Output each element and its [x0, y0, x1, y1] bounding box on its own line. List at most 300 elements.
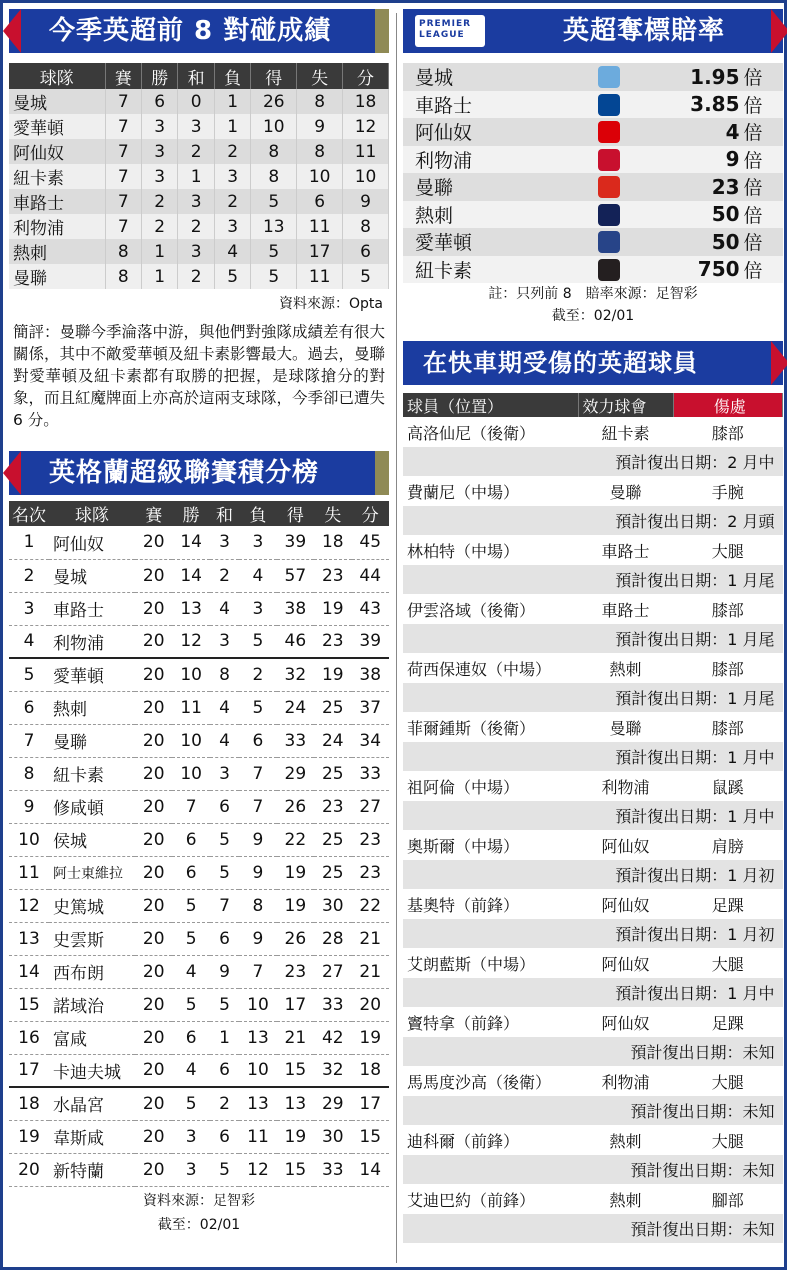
column-header: 失	[314, 501, 351, 526]
team-name: 熱刺	[49, 691, 135, 724]
column-header: 名次	[9, 501, 49, 526]
column-header: 負	[239, 501, 276, 526]
club-name: 車路士	[601, 600, 650, 620]
stat-cell: 6	[172, 856, 209, 889]
stat-cell: 33	[314, 988, 351, 1021]
stat-cell: 25	[314, 757, 351, 790]
h2h-header-row	[9, 63, 389, 89]
stat-cell: 13	[172, 592, 209, 625]
rank-cell: 5	[9, 658, 49, 691]
table-row	[9, 1054, 389, 1087]
stat-cell: 27	[314, 955, 351, 988]
rank-cell: 9	[9, 790, 49, 823]
return-row	[403, 801, 783, 830]
stat-cell: 2	[239, 658, 276, 691]
stat-cell: 20	[135, 922, 172, 955]
stat-cell: 23	[314, 790, 351, 823]
crest-cell	[566, 146, 653, 174]
stat-cell: 7	[105, 139, 141, 164]
stat-cell: 2	[210, 559, 239, 592]
stat-cell: 6	[297, 189, 343, 214]
table-row	[9, 625, 389, 658]
manutd-crest-icon	[598, 176, 620, 198]
table-row	[9, 592, 389, 625]
odds-title: 英超奪標賠率	[563, 16, 726, 46]
table-row	[9, 691, 389, 724]
return-row	[403, 624, 783, 653]
injuries-header-row	[403, 393, 783, 417]
stat-cell: 5	[251, 239, 297, 264]
table-row	[9, 955, 389, 988]
logo-text: PREMIER LEAGUE	[419, 19, 472, 40]
crest-cell	[566, 173, 653, 201]
column-header: 失	[297, 63, 343, 89]
stat-cell: 15	[352, 1120, 390, 1153]
rank-cell: 13	[9, 922, 49, 955]
team-name: 利物浦	[9, 214, 105, 239]
stat-cell: 13	[239, 1021, 276, 1054]
return-date: 預計復出日期：1 月尾	[403, 624, 783, 653]
return-row	[403, 919, 783, 948]
stat-cell: 8	[251, 139, 297, 164]
stat-cell: 6	[210, 922, 239, 955]
stat-cell: 19	[352, 1021, 390, 1054]
player-name: 伊雲洛域（後衛）	[407, 600, 536, 620]
crest-cell	[566, 256, 653, 284]
stat-cell: 6	[172, 823, 209, 856]
stat-cell: 3	[210, 526, 239, 559]
stat-cell: 5	[239, 691, 276, 724]
stat-cell: 33	[277, 724, 314, 757]
table-row	[403, 1066, 783, 1096]
table-row	[403, 1007, 783, 1037]
stat-cell: 5	[251, 264, 297, 289]
club-name: 熱刺	[609, 659, 642, 679]
stat-cell: 39	[352, 625, 390, 658]
stat-cell: 43	[352, 592, 390, 625]
table-row	[403, 889, 783, 919]
injury-site: 大腿	[711, 1072, 744, 1092]
stat-cell: 5	[343, 264, 389, 289]
team-name: 阿仙奴	[49, 526, 135, 559]
table-row	[9, 214, 389, 239]
stat-cell: 20	[135, 691, 172, 724]
table-row	[9, 1087, 389, 1120]
stat-cell: 8	[297, 89, 343, 114]
stat-cell: 26	[251, 89, 297, 114]
stat-cell: 4	[239, 559, 276, 592]
return-date: 預計復出日期：1 月中	[403, 978, 783, 1007]
team-name: 利物浦	[403, 146, 566, 174]
club-name: 曼聯	[609, 718, 642, 738]
stat-cell: 24	[314, 724, 351, 757]
stat-cell: 5	[214, 264, 250, 289]
h2h-table	[9, 63, 389, 289]
stat-cell: 7	[172, 790, 209, 823]
stat-cell: 5	[172, 889, 209, 922]
stat-cell: 28	[314, 922, 351, 955]
return-row	[403, 1096, 783, 1125]
stat-cell: 8	[105, 264, 141, 289]
odds-value: 750	[653, 256, 740, 284]
stat-cell: 26	[277, 922, 314, 955]
stat-cell: 33	[314, 1153, 351, 1186]
column-header: 賽	[105, 63, 141, 89]
injury-site: 大腿	[711, 954, 744, 974]
team-name: 曼城	[49, 559, 135, 592]
table-row	[403, 594, 783, 624]
odds-as-of: 截至：02/01	[551, 308, 635, 324]
column-header: 分	[352, 501, 390, 526]
stat-cell: 38	[277, 592, 314, 625]
player-name: 費蘭尼（中場）	[407, 482, 520, 502]
stat-cell: 18	[343, 89, 389, 114]
stat-cell: 18	[314, 526, 351, 559]
team-name: 曼聯	[9, 264, 105, 289]
return-date: 預計復出日期：1 月初	[403, 860, 783, 889]
player-name: 高洛仙尼（後衛）	[407, 423, 536, 443]
rank-cell: 17	[9, 1054, 49, 1087]
column-header: 得	[277, 501, 314, 526]
odds-unit: 倍	[740, 228, 783, 256]
table-row	[9, 239, 389, 264]
odds-value: 23	[653, 173, 740, 201]
odds-value: 1.95	[653, 63, 740, 91]
column-header: 傷處	[673, 393, 783, 417]
table-row	[9, 658, 389, 691]
odds-unit: 倍	[740, 173, 783, 201]
stat-cell: 2	[141, 214, 177, 239]
team-name: 熱刺	[9, 239, 105, 264]
team-name: 水晶宮	[49, 1087, 135, 1120]
club-name: 阿仙奴	[601, 895, 650, 915]
stat-cell: 11	[297, 214, 343, 239]
column-header: 和	[210, 501, 239, 526]
team-name: 紐卡素	[9, 164, 105, 189]
club-name: 熱刺	[609, 1190, 642, 1210]
stat-cell: 23	[352, 856, 390, 889]
stat-cell: 8	[297, 139, 343, 164]
liverpool-crest-icon	[598, 149, 620, 171]
return-date: 預計復出日期：1 月中	[403, 801, 783, 830]
team-name: 愛華頓	[9, 114, 105, 139]
club-name: 阿仙奴	[601, 954, 650, 974]
team-name: 侯城	[49, 823, 135, 856]
team-name: 韋斯咸	[49, 1120, 135, 1153]
return-row	[403, 1037, 783, 1066]
banner-accent	[375, 9, 389, 53]
stat-cell: 38	[352, 658, 390, 691]
odds-body	[403, 63, 783, 283]
return-row	[403, 447, 783, 476]
stat-cell: 26	[277, 790, 314, 823]
stat-cell: 44	[352, 559, 390, 592]
team-name: 車路士	[49, 592, 135, 625]
stat-cell: 9	[239, 922, 276, 955]
stat-cell: 29	[277, 757, 314, 790]
club-name: 紐卡素	[601, 423, 650, 443]
h2h-body	[9, 89, 389, 289]
stat-cell: 12	[343, 114, 389, 139]
star-badge-icon	[598, 66, 620, 88]
standings-body	[9, 526, 389, 1186]
return-row	[403, 742, 783, 771]
stat-cell: 4	[214, 239, 250, 264]
odds-value: 50	[653, 201, 740, 229]
stat-cell: 21	[277, 1021, 314, 1054]
return-date: 預計復出日期：未知	[403, 1155, 783, 1184]
column-divider	[396, 13, 397, 1263]
stat-cell: 27	[352, 790, 390, 823]
stat-cell: 1	[214, 114, 250, 139]
stat-cell: 5	[210, 856, 239, 889]
team-name: 諾域治	[49, 988, 135, 1021]
stat-cell: 18	[352, 1054, 390, 1087]
rank-cell: 20	[9, 1153, 49, 1186]
stat-cell: 19	[277, 1120, 314, 1153]
stat-cell: 1	[141, 239, 177, 264]
stat-cell: 39	[277, 526, 314, 559]
stat-cell: 4	[210, 691, 239, 724]
stat-cell: 4	[172, 955, 209, 988]
stat-cell: 7	[239, 757, 276, 790]
team-name: 愛華頓	[49, 658, 135, 691]
stat-cell: 8	[343, 214, 389, 239]
stat-cell: 5	[251, 189, 297, 214]
stat-cell: 4	[210, 592, 239, 625]
stat-cell: 7	[105, 164, 141, 189]
stat-cell: 7	[210, 889, 239, 922]
stat-cell: 9	[210, 955, 239, 988]
stat-cell: 3	[141, 114, 177, 139]
team-name: 史雲斯	[49, 922, 135, 955]
stat-cell: 3	[239, 592, 276, 625]
stat-cell: 32	[314, 1054, 351, 1087]
stat-cell: 9	[239, 856, 276, 889]
stat-cell: 6	[343, 239, 389, 264]
stat-cell: 2	[141, 189, 177, 214]
stat-cell: 5	[172, 988, 209, 1021]
stat-cell: 20	[135, 559, 172, 592]
crest-cell	[566, 91, 653, 119]
odds-value: 9	[653, 146, 740, 174]
table-row	[403, 476, 783, 506]
stat-cell: 20	[135, 1120, 172, 1153]
odds-note: 註：只列前 8 賠率來源：足智彩	[488, 286, 698, 302]
club-name: 熱刺	[609, 1131, 642, 1151]
stat-cell: 9	[239, 823, 276, 856]
list-item	[403, 91, 783, 119]
return-date: 預計復出日期：1 月尾	[403, 565, 783, 594]
stat-cell: 10	[297, 164, 343, 189]
stat-cell: 23	[352, 823, 390, 856]
stat-cell: 7	[105, 189, 141, 214]
stat-cell: 20	[135, 658, 172, 691]
stat-cell: 3	[172, 1153, 209, 1186]
stat-cell: 20	[135, 1054, 172, 1087]
stat-cell: 5	[210, 1153, 239, 1186]
player-name: 竇特拿（前鋒）	[407, 1013, 520, 1033]
stat-cell: 7	[105, 89, 141, 114]
stat-cell: 19	[277, 856, 314, 889]
stat-cell: 20	[135, 1021, 172, 1054]
list-item	[403, 118, 783, 146]
rank-cell: 12	[9, 889, 49, 922]
injuries-title: 在快車期受傷的英超球員	[423, 349, 698, 377]
crest-cell	[566, 228, 653, 256]
table-row	[403, 830, 783, 860]
table-row	[403, 1125, 783, 1155]
left-column	[9, 9, 389, 1235]
stat-cell: 20	[135, 823, 172, 856]
table-row	[9, 1021, 389, 1054]
return-date: 預計復出日期：1 月初	[403, 919, 783, 948]
stat-cell: 20	[135, 592, 172, 625]
stat-cell: 25	[314, 856, 351, 889]
stat-cell: 13	[277, 1087, 314, 1120]
return-date: 預計復出日期：1 月中	[403, 742, 783, 771]
team-name: 阿仙奴	[403, 118, 566, 146]
stat-cell: 7	[239, 790, 276, 823]
odds-unit: 倍	[740, 63, 783, 91]
return-row	[403, 1214, 783, 1243]
return-date: 預計復出日期：1 月尾	[403, 683, 783, 712]
table-row	[403, 1184, 783, 1214]
team-name: 曼城	[9, 89, 105, 114]
stat-cell: 7	[105, 214, 141, 239]
rank-cell: 7	[9, 724, 49, 757]
stat-cell: 11	[239, 1120, 276, 1153]
club-name: 利物浦	[601, 1072, 650, 1092]
return-row	[403, 860, 783, 889]
stat-cell: 3	[214, 214, 250, 239]
stat-cell: 11	[343, 139, 389, 164]
stat-cell: 30	[314, 1120, 351, 1153]
table-row	[403, 771, 783, 801]
stat-cell: 46	[277, 625, 314, 658]
table-row	[9, 724, 389, 757]
column-header: 和	[178, 63, 214, 89]
table-row	[9, 189, 389, 214]
stat-cell: 20	[135, 988, 172, 1021]
stat-cell: 5	[172, 922, 209, 955]
rank-cell: 1	[9, 526, 49, 559]
stat-cell: 17	[352, 1087, 390, 1120]
injury-site: 大腿	[711, 541, 744, 561]
team-name: 紐卡素	[403, 256, 566, 284]
player-name: 迪科爾（前鋒）	[407, 1131, 520, 1151]
column-header: 球隊	[49, 501, 135, 526]
return-row	[403, 978, 783, 1007]
column-header: 勝	[141, 63, 177, 89]
player-name: 祖阿倫（中場）	[407, 777, 520, 797]
stat-cell: 24	[277, 691, 314, 724]
table-row	[9, 164, 389, 189]
club-name: 利物浦	[601, 777, 650, 797]
spurs-crest-icon	[598, 204, 620, 226]
team-name: 西布朗	[49, 955, 135, 988]
stat-cell: 6	[210, 1120, 239, 1153]
odds-value: 50	[653, 228, 740, 256]
rank-cell: 4	[9, 625, 49, 658]
stat-cell: 9	[297, 114, 343, 139]
odds-banner	[403, 9, 783, 53]
team-name: 曼聯	[403, 173, 566, 201]
standings-header-row	[9, 501, 389, 526]
stat-cell: 20	[135, 757, 172, 790]
injury-site: 鼠蹊	[711, 777, 744, 797]
chelsea-crest-icon	[598, 94, 620, 116]
stat-cell: 4	[210, 724, 239, 757]
odds-unit: 倍	[740, 146, 783, 174]
stat-cell: 20	[135, 625, 172, 658]
odds-unit: 倍	[740, 201, 783, 229]
list-item	[403, 146, 783, 174]
injury-site: 足踝	[711, 1013, 744, 1033]
odds-value: 4	[653, 118, 740, 146]
list-item	[403, 201, 783, 229]
stat-cell: 3	[210, 757, 239, 790]
right-column	[403, 9, 783, 1244]
injuries-body	[403, 417, 783, 1243]
team-name: 熱刺	[403, 201, 566, 229]
rank-cell: 8	[9, 757, 49, 790]
list-item	[403, 256, 783, 284]
stat-cell: 20	[135, 790, 172, 823]
stat-cell: 12	[172, 625, 209, 658]
table-row	[9, 988, 389, 1021]
club-name: 曼聯	[609, 482, 642, 502]
table-row	[403, 653, 783, 683]
stat-cell: 6	[210, 790, 239, 823]
stat-cell: 5	[239, 625, 276, 658]
player-name: 菲爾鍾斯（後衛）	[407, 718, 536, 738]
column-header: 效力球會	[578, 393, 673, 417]
arsenal-crest-icon	[598, 121, 620, 143]
stat-cell: 6	[210, 1054, 239, 1087]
stat-cell: 19	[314, 592, 351, 625]
stat-cell: 2	[214, 139, 250, 164]
injury-site: 腳部	[711, 1190, 744, 1210]
table-row	[403, 948, 783, 978]
table-row	[9, 922, 389, 955]
injury-site: 大腿	[711, 1131, 744, 1151]
team-name: 愛華頓	[403, 228, 566, 256]
table-row	[9, 823, 389, 856]
standings-title: 英格蘭超級聯賽積分榜	[49, 458, 320, 488]
injury-site: 膝部	[711, 718, 744, 738]
team-name: 阿士東維拉	[49, 856, 135, 889]
stat-cell: 19	[314, 658, 351, 691]
return-row	[403, 1155, 783, 1184]
return-row	[403, 683, 783, 712]
stat-cell: 2	[210, 1087, 239, 1120]
list-item	[403, 63, 783, 91]
rank-cell: 14	[9, 955, 49, 988]
club-name: 阿仙奴	[601, 1013, 650, 1033]
stat-cell: 10	[343, 164, 389, 189]
table-row	[9, 1120, 389, 1153]
odds-table	[403, 63, 783, 283]
return-date: 預計復出日期：未知	[403, 1214, 783, 1243]
stat-cell: 10	[172, 724, 209, 757]
stat-cell: 1	[210, 1021, 239, 1054]
stat-cell: 15	[277, 1153, 314, 1186]
stat-cell: 20	[135, 889, 172, 922]
table-row	[9, 790, 389, 823]
club-name: 阿仙奴	[601, 836, 650, 856]
injury-site: 膝部	[711, 423, 744, 443]
